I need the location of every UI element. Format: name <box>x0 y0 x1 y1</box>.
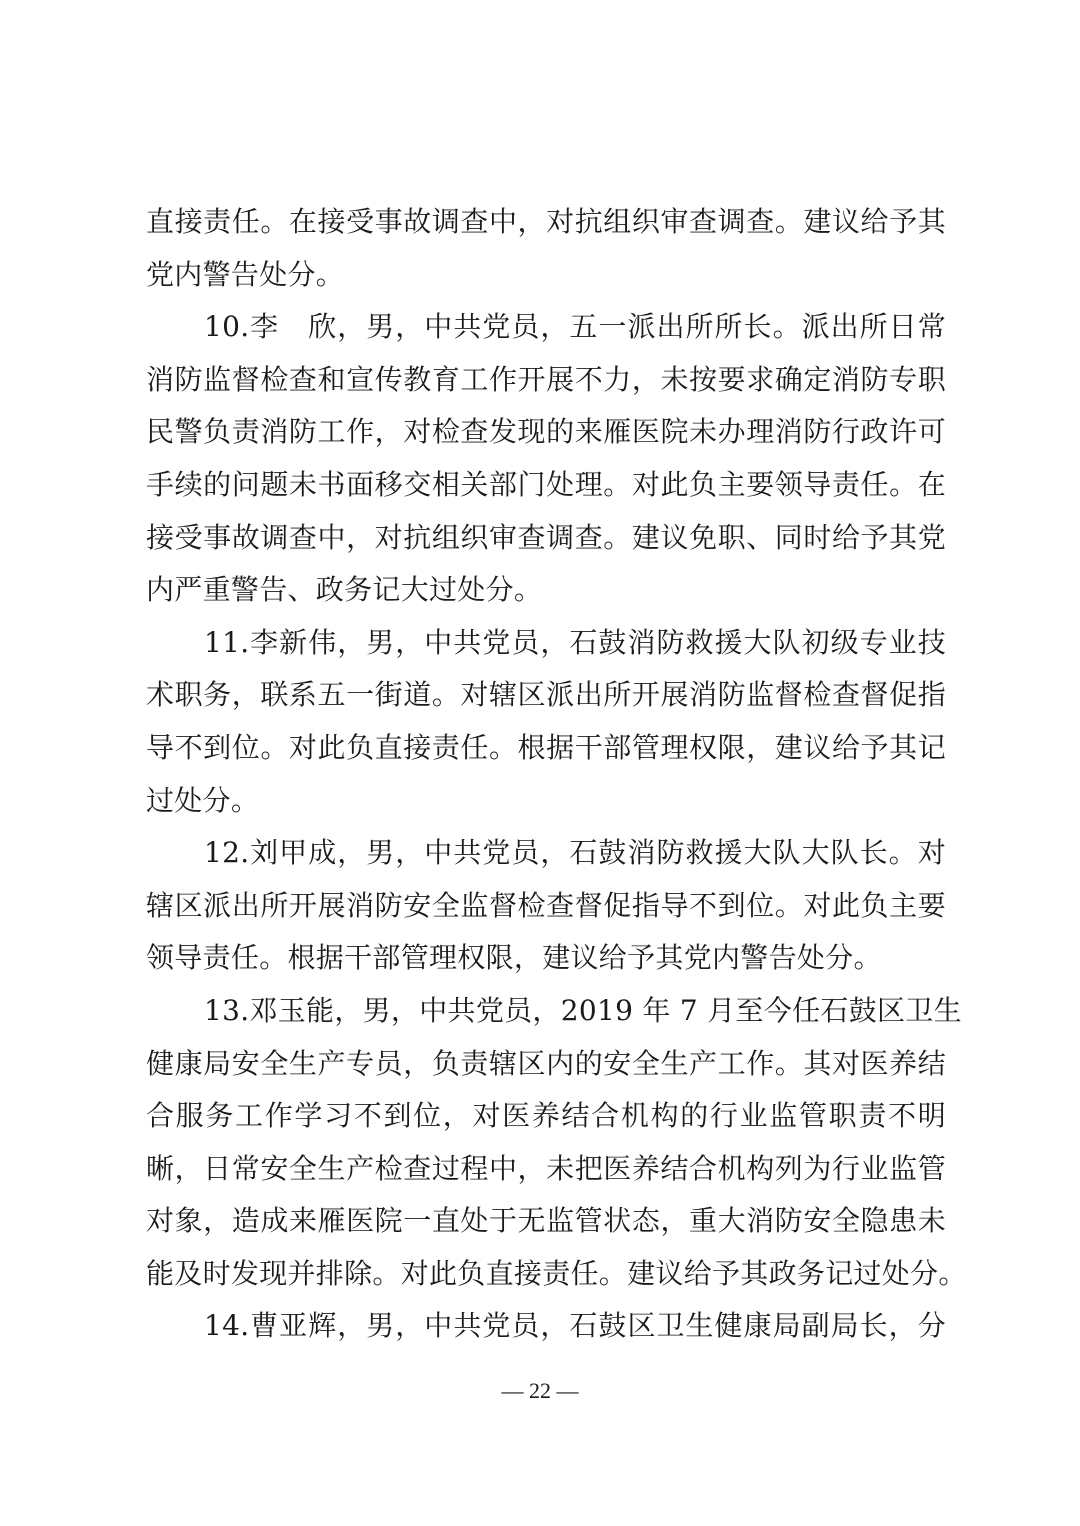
text-line: 合服务工作学习不到位，对医养结合机构的行业监管职责不明 <box>146 1099 946 1133</box>
text-line: 导不到位。对此负直接责任。根据干部管理权限，建议给予其记 <box>146 730 946 764</box>
text-line: 领导责任。根据干部管理权限，建议给予其党内警告处分。 <box>146 941 882 975</box>
text-line: 健康局安全生产专员，负责辖区内的安全生产工作。其对医养结 <box>146 1046 946 1080</box>
text-line: 对象，造成来雁医院一直处于无监管状态，重大消防安全隐患未 <box>146 1204 946 1238</box>
text-line: 党内警告处分。 <box>146 257 345 291</box>
paragraph <box>146 985 967 1301</box>
paragraph <box>146 196 946 301</box>
text-line: 10.李 欣，男，中共党员，五一派出所所长。派出所日常 <box>204 310 946 344</box>
text-line: 术职务，联系五一街道。对辖区派出所开展消防监督检查督促指 <box>146 678 946 712</box>
text-line: 内严重警告、政务记大过处分。 <box>146 573 543 607</box>
text-line: 能及时发现并排除。对此负直接责任。建议给予其政务记过处分。 <box>146 1256 967 1290</box>
paragraph <box>146 827 946 985</box>
text-line: 民警负责消防工作，对检查发现的来雁医院未办理消防行政许可 <box>146 415 946 449</box>
page-number: — 22 — <box>501 1378 579 1403</box>
paragraph <box>146 301 946 617</box>
text-line: 12.刘甲成，男，中共党员，石鼓消防救援大队大队长。对 <box>204 836 946 870</box>
text-line: 过处分。 <box>146 783 260 817</box>
text-line: 接受事故调查中，对抗组织审查调查。建议免职、同时给予其党 <box>146 520 946 554</box>
paragraph <box>146 1300 946 1353</box>
text-line: 晰，日常安全生产检查过程中，未把医养结合机构列为行业监管 <box>146 1151 946 1185</box>
text-line: 辖区派出所开展消防安全监督检查督促指导不到位。对此负主要 <box>146 888 946 922</box>
text-line: 14.曹亚辉，男，中共党员，石鼓区卫生健康局副局长，分 <box>204 1309 946 1343</box>
paragraph <box>146 617 946 827</box>
text-line: 直接责任。在接受事故调查中，对抗组织审查调查。建议给予其 <box>146 205 946 238</box>
text-line: 手续的问题未书面移交相关部门处理。对此负主要领导责任。在 <box>146 467 946 501</box>
text-line: 13.邓玉能，男，中共党员，2019 年 7 月至今任石鼓区卫生 <box>204 993 962 1027</box>
text-line: 消防监督检查和宣传教育工作开展不力，未按要求确定消防专职 <box>146 362 946 396</box>
document-body <box>146 196 967 1353</box>
text-line: 11.李新伟，男，中共党员，石鼓消防救援大队初级专业技 <box>204 625 946 659</box>
